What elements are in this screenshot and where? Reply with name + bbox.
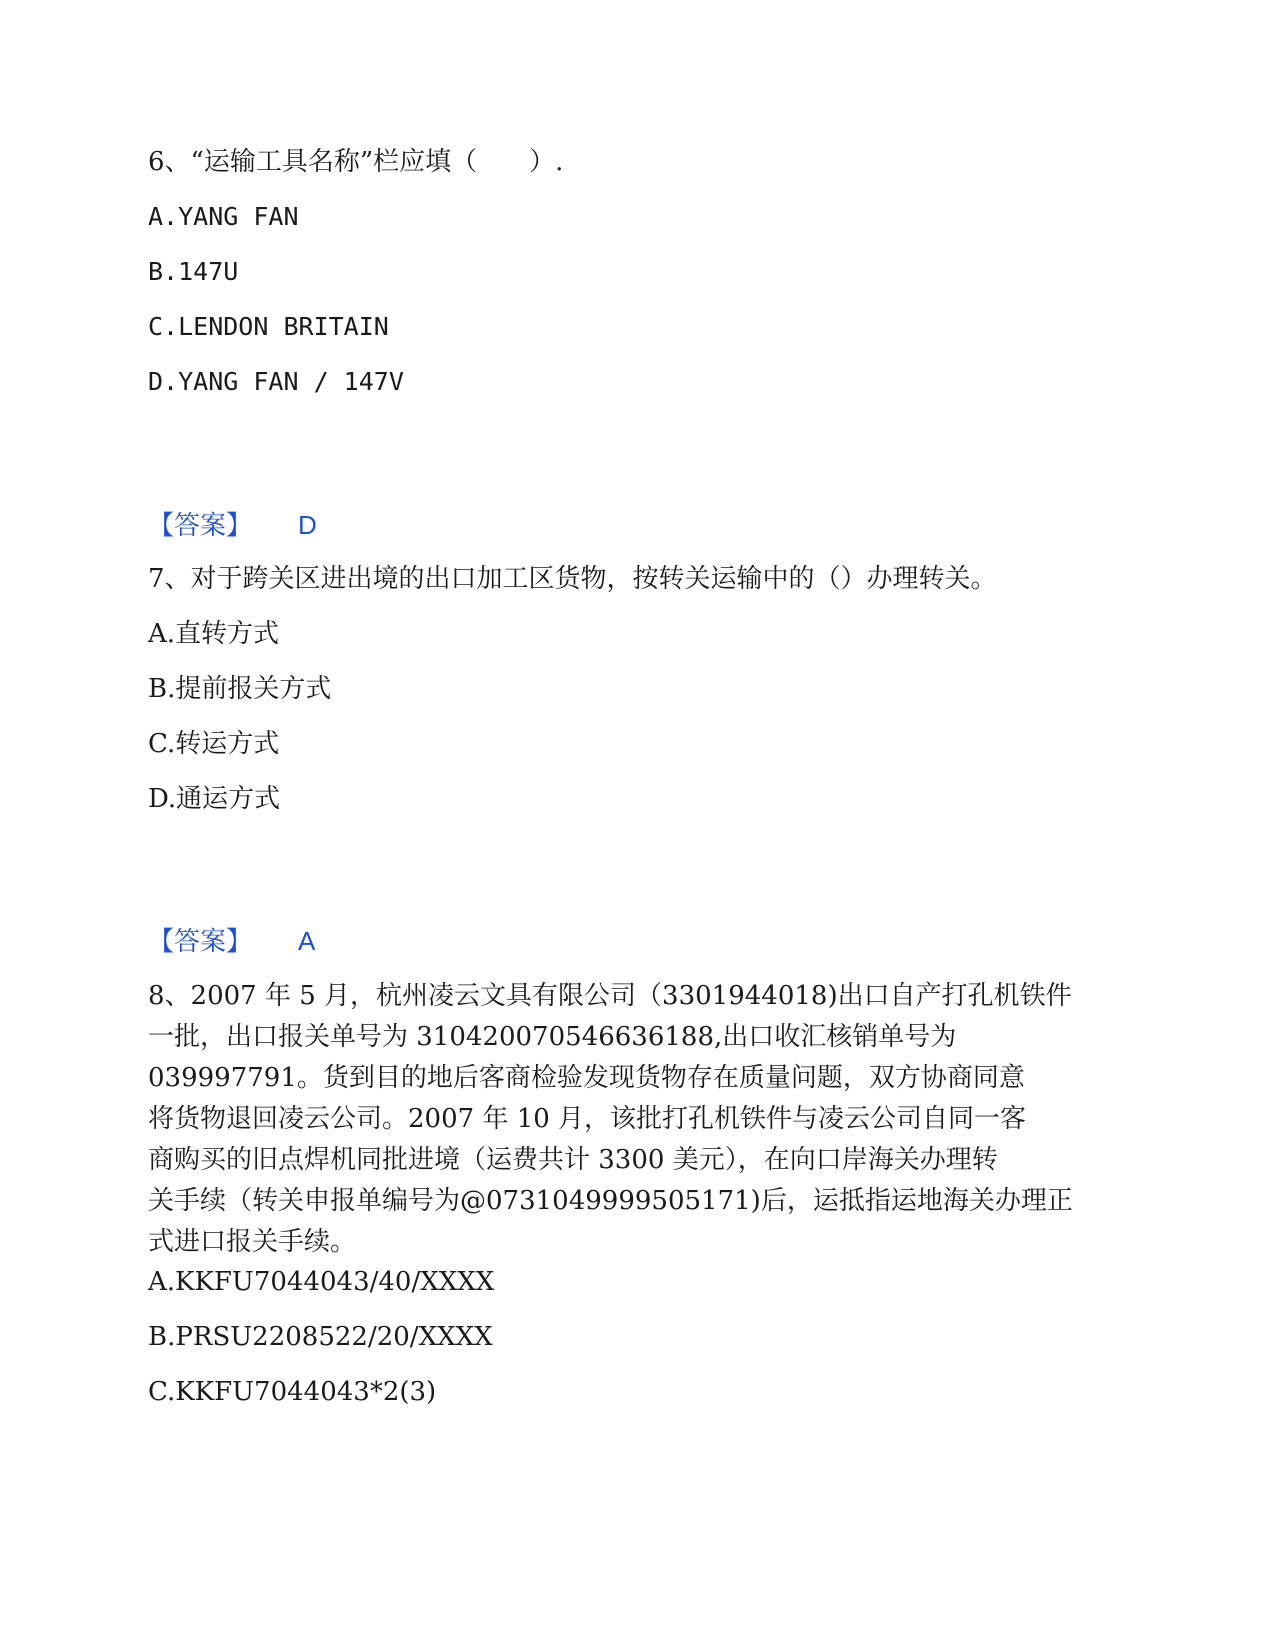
q7-option-b: B.提前报关方式	[148, 674, 332, 704]
q7-option-a: A.直转方式	[148, 619, 280, 649]
q8-stem-line: 关手续（转关申报单编号为@0731049999505171)后，运抵指运地海关办理正	[148, 1186, 1073, 1216]
q7-answer-label: 【答案】	[148, 927, 253, 957]
q6-option-c: C.LENDON BRITAIN	[148, 312, 389, 341]
q8-option-a: A.KKFU7044043/40/XXXX	[148, 1267, 495, 1297]
q6-option-d: D.YANG FAN / 147V	[148, 367, 404, 396]
q8-stem-line: 商购买的旧点焊机同批进境（运费共计 3300 美元），在向口岸海关办理转	[148, 1145, 998, 1175]
q6-answer-label: 【答案】	[148, 511, 253, 541]
q8-stem-line: 一批，出口报关单号为 310420070546636188,出口收汇核销单号为	[148, 1022, 957, 1052]
q8-stem-line: 039997791。货到目的地后客商检验发现货物存在质量问题，双方协商同意	[148, 1063, 1025, 1093]
q6-stem: 6、“运输工具名称”栏应填（ ）.	[148, 147, 564, 177]
q7-option-d: D.通运方式	[148, 784, 281, 814]
q7-answer-value: A	[298, 926, 316, 956]
q7-answer	[148, 925, 315, 958]
q7-option-c: C.转运方式	[148, 729, 280, 759]
q8-stem-line: 将货物退回凌云公司。2007 年 10 月，该批打孔机铁件与凌云公司自同一客	[148, 1104, 1027, 1134]
q6-option-a: A.YANG FAN	[148, 202, 299, 231]
q6-option-b: B.147U	[148, 257, 239, 286]
q8-option-b: B.PRSU2208522/20/XXXX	[148, 1322, 493, 1352]
q8-stem	[148, 976, 1128, 1263]
q8-option-c: C.KKFU7044043*2(3)	[148, 1377, 437, 1407]
q6-answer-value: D	[298, 510, 317, 540]
q6-answer	[148, 509, 317, 542]
q7-stem: 7、对于跨关区进出境的出口加工区货物，按转关运输中的（）办理转关。	[148, 564, 997, 594]
q8-stem-line: 式进口报关手续。	[148, 1227, 357, 1257]
q8-stem-line: 8、2007 年 5 月，杭州凌云文具有限公司（3301944018)出口自产打孔机铁件	[148, 981, 1072, 1011]
